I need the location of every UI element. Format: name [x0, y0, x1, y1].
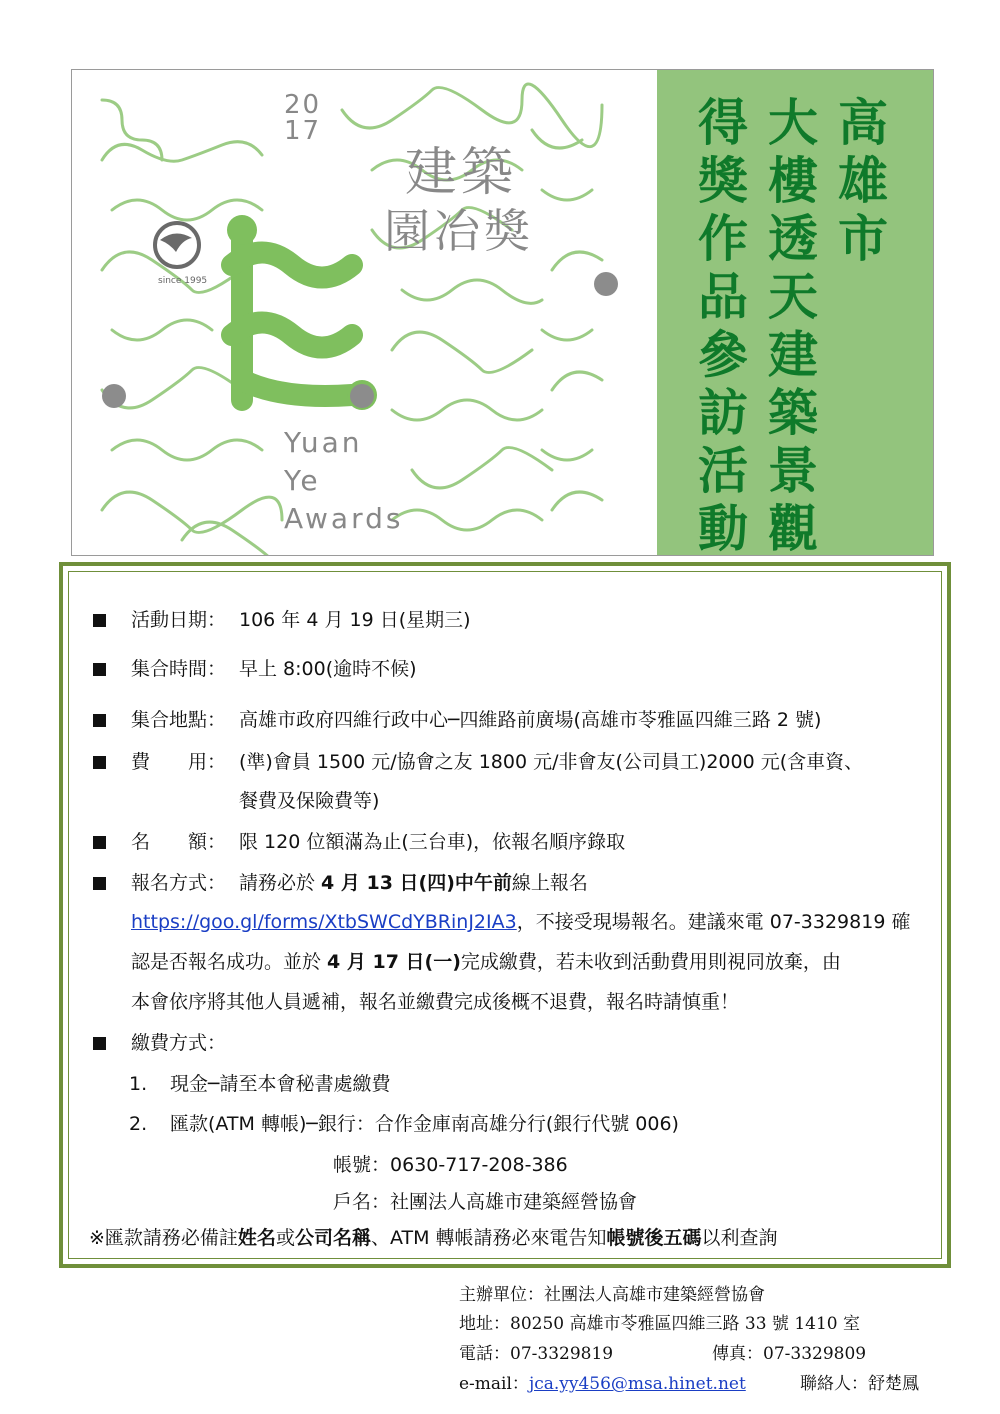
quota-label: 名 額： — [131, 831, 227, 853]
account-line: 帳號：0630-717-208-386 — [333, 1154, 568, 1176]
date-value: 106 年 4 月 19 日(星期三) — [239, 609, 471, 631]
date-label: 活動日期： — [131, 609, 227, 631]
footer-phone: 電話：07-3329819 — [459, 1344, 614, 1364]
footer-email-link[interactable]: jca.yy456@msa.hinet.net — [528, 1374, 746, 1394]
footer-fax: 傳真：07-3329809 — [712, 1344, 867, 1364]
title-column-building: 大樓透天建築景觀 — [768, 94, 818, 556]
registration-line3: 認是否報名成功。並於 4 月 17 日(一)完成繳費，若未收到活動費用則視同放棄，由 — [131, 951, 841, 973]
en-name-line2: Ye — [284, 464, 321, 497]
time-label: 集合時間： — [131, 658, 227, 680]
en-name-line1: Yuan — [284, 426, 363, 459]
registration-line1: 請務必於 4 月 13 日(四)中午前線上報名 — [239, 872, 588, 894]
fee-value-line1: (準)會員 1500 元/協會之友 1800 元/非會友(公司員工)2000 元(含車資、 — [239, 751, 864, 773]
bullet-icon — [93, 877, 106, 890]
registration-label: 報名方式： — [131, 872, 227, 894]
quota-value: 限 120 位額滿為止(三台車)，依報名順序錄取 — [239, 831, 626, 853]
place-label: 集合地點： — [131, 709, 227, 731]
award-name-line2: 園冶獎 — [384, 204, 534, 258]
fee-label: 費 用： — [131, 751, 227, 773]
registration-line4: 本會依序將其他人員遞補，報名並繳費完成後概不退費，報名時請慎重！ — [131, 991, 740, 1013]
bullet-icon — [93, 663, 106, 676]
payment-option2: 匯款(ATM 轉帳)─銀行：合作金庫南高雄分行(銀行代號 006) — [170, 1113, 679, 1135]
account-number: 0630-717-208-386 — [390, 1154, 568, 1176]
maze-artwork — [72, 70, 657, 556]
year-bottom: 17 — [284, 116, 322, 146]
bullet-icon — [93, 714, 106, 727]
payment-option2-number: 2. — [129, 1113, 148, 1135]
registration-deadline: 4 月 13 日(四)中午前 — [321, 872, 512, 894]
since-label: since 1995 — [158, 276, 208, 286]
footer-contact: 聯絡人：舒楚鳳 — [800, 1374, 919, 1394]
payment-deadline: 4 月 17 日(一) — [327, 951, 461, 973]
footer-organizer: 主辦單位：社團法人高雄市建築經營協會 — [459, 1285, 765, 1305]
account-holder: 社團法人高雄市建築經營協會 — [390, 1191, 638, 1213]
time-value: 早上 8:00(逾時不候) — [239, 658, 417, 680]
title-column-event: 得獎作品參訪活動 — [698, 94, 748, 556]
payment-option1-number: 1. — [129, 1073, 148, 1095]
fee-value-line2: 餐費及保險費等) — [239, 790, 380, 812]
footer-address: 地址：80250 高雄市苓雅區四維三路 33 號 1410 室 — [459, 1314, 860, 1334]
payment-option1: 現金─請至本會秘書處繳費 — [170, 1073, 391, 1095]
holder-line: 戶名：社團法人高雄市建築經營協會 — [333, 1191, 638, 1213]
place-value: 高雄市政府四維行政中心─四維路前廣場(高雄市苓雅區四維三路 2 號) — [239, 709, 822, 731]
year-top: 20 — [284, 90, 322, 120]
payment-label: 繳費方式： — [131, 1032, 227, 1054]
bullet-icon — [93, 836, 106, 849]
award-banner — [71, 69, 934, 556]
bullet-icon — [93, 1037, 106, 1050]
en-name-line3: Awards — [284, 502, 404, 535]
title-column-city: 高雄市 — [838, 94, 888, 268]
bullet-icon — [93, 756, 106, 769]
remittance-note: ※匯款請務必備註姓名或公司名稱、ATM 轉帳請務必來電告知帳號後五碼以利查詢 — [89, 1227, 778, 1249]
footer-email-line: e-mail：jca.yy456@msa.hinet.net — [459, 1374, 746, 1394]
award-name-line1: 建築 — [405, 143, 518, 203]
event-info-box — [59, 562, 951, 1268]
registration-form-link[interactable]: https://goo.gl/forms/XtbSWCdYBRinJ2IA3 — [131, 911, 517, 933]
bird-logo-icon — [155, 223, 199, 267]
registration-line2: https://goo.gl/forms/XtbSWCdYBRinJ2IA3，不接受現場報名。建議來電 07-3329819 確 — [131, 911, 911, 933]
title-panel — [657, 70, 934, 556]
bullet-icon — [93, 614, 106, 627]
